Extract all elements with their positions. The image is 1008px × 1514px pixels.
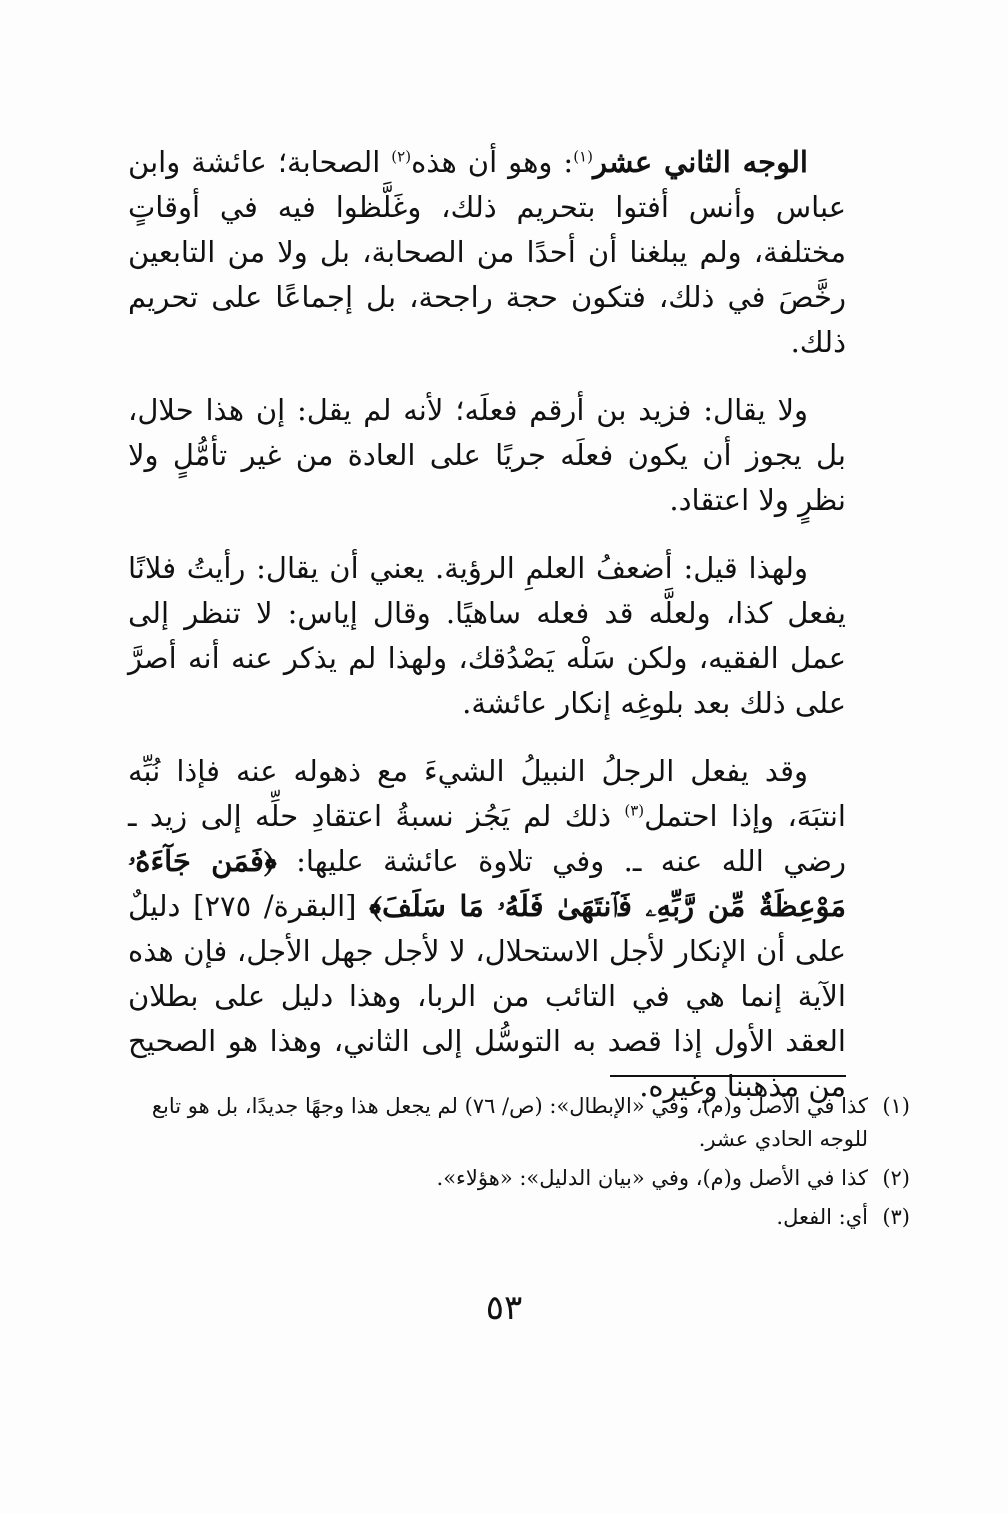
paragraph-4 <box>128 749 846 1109</box>
footnote-item <box>128 1090 910 1156</box>
paragraph-text: [البقرة/ ٢٧٥] دليلٌ على أن الإنكار لأجل الاستحلال، لا لأجل جهل الأجل، فإن هذه الآية إنما هي في التائب من الربا، وهذا دليل على بطلان العقد الأول إذا قصد به التوسُّل إلى الثاني، وهذا هو الصحيح من مذهبنا وغيره. <box>128 889 846 1103</box>
paragraph-2 <box>128 388 846 523</box>
page-number: ٥٣ <box>485 1288 523 1328</box>
footnote-ref-1[interactable]: (١) <box>573 147 593 166</box>
footnote-item <box>128 1201 910 1234</box>
paragraph-text: ولهذا قيل: أضعفُ العلمِ الرؤية. يعني أن يقال: رأيتُ فلانًا يفعل كذا، ولعلَّه قد فعله ساهيًا. وقال إياس: لا تنظر إلى عمل الفقيه، ولكن سَلْه يَصْدُقك، ولهذا لم يذكر عنه أنه أصرَّ على ذلك بعد بلوغِه إنكار عائشة. <box>128 551 846 720</box>
section-heading: الوجه الثاني عشر <box>592 145 808 179</box>
footnote-text: كذا في الأصل و(م)، وفي «بيان الدليل»: «هؤلاء». <box>436 1166 868 1190</box>
footnote-number: (٢) <box>882 1166 910 1190</box>
paragraph-1 <box>128 140 846 365</box>
footnote-divider <box>610 1075 846 1077</box>
paragraph-3 <box>128 546 846 726</box>
footnote-number: (٣) <box>882 1205 910 1229</box>
quran-verse: ﴿فَمَن جَآءَهُۥ مَوْعِظَةٌ مِّن رَّبِّهِۦ فَٱنتَهَىٰ فَلَهُۥ مَا سَلَفَ﴾ <box>128 844 847 923</box>
footnotes <box>128 1090 910 1240</box>
footnote-text: أي: الفعل. <box>776 1205 868 1229</box>
paragraph-text: : وهو أن هذه <box>411 145 574 179</box>
footnote-ref-2[interactable]: (٢) <box>391 147 412 166</box>
paragraph-text: الصحابة؛ عائشة وابن عباس وأنس أفتوا بتحريم ذلك، وغَلَّظوا فيه في أوقاتٍ مختلفة، ولم يبلغنا أن أحدًا من الصحابة، بل ولا من التابعين رخَّصَ في ذلك، فتكون حجة راجحة، بل إجماعًا على تحريم ذلك. <box>128 145 846 359</box>
footnote-item <box>128 1162 910 1195</box>
paragraph-text: وقد يفعل الرجلُ النبيلُ الشيءَ مع ذهوله عنه فإذا نُبِّه انتبَهَ، وإذا احتمل <box>128 754 846 833</box>
paragraph-text: ذلك لم يَجُز نسبةُ اعتقادِ حلِّه إلى زيد ـ رضي الله عنه ـ. وفي تلاوة عائشة عليها: <box>128 799 846 878</box>
footnote-ref-3[interactable]: (٣) <box>624 801 645 820</box>
footnote-number: (١) <box>882 1094 910 1118</box>
paragraph-text: ولا يقال: فزيد بن أرقم فعلَه؛ لأنه لم يقل: إن هذا حلال، بل يجوز أن يكون فعلَه جريًا على العادة من غير تأمُّلٍ ولا نظرٍ ولا اعتقاد. <box>128 393 846 517</box>
main-text <box>128 140 846 1132</box>
footnote-text: كذا في الأصل و(م)، وفي «الإبطال»: (ص/ ٧٦) لم يجعل هذا وجهًا جديدًا، بل هو تابع للوجه الحادي عشر. <box>151 1094 868 1151</box>
